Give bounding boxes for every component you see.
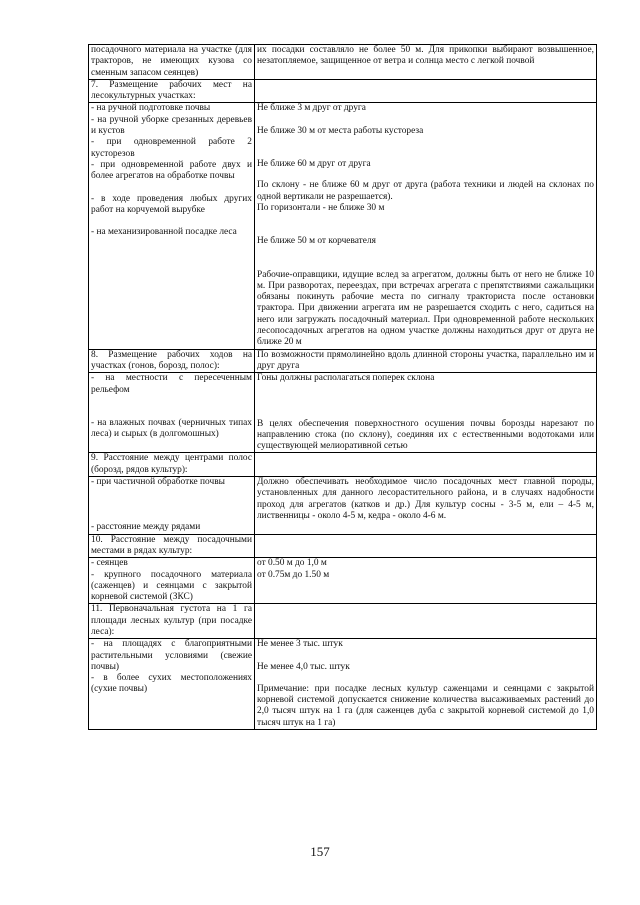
cell-text: Должно обеспечивать необходимое число посадочных мест главной породы, установленных для данного лесорастительного района, и в случаях надобности проход для агрегатов (катков и др.) Для культур сосны - 3-5 м, ели – 4-5 м, лиственницы - около 4-5 м, кедра - около 4-6 м. (257, 477, 594, 521)
cell-text: По возможности прямолинейно вдоль длинной стороны участка, параллельно им и друг друга (257, 349, 594, 371)
cell-text: - на ручной подготовке почвы (91, 103, 211, 114)
empty-cell (255, 604, 597, 639)
section-heading-cell (89, 453, 255, 477)
table-cell-label (89, 103, 255, 349)
table-row (89, 349, 597, 373)
table-cell-value (255, 103, 597, 349)
cell-text: Не ближе 50 м от корчевателя (257, 236, 376, 247)
cell-text: - на влажных почвах (черничных типах леса) и сырых (в долгомошных) (91, 417, 252, 440)
table-cell-value (255, 45, 597, 80)
table-cell-label (89, 639, 255, 730)
table-row (89, 558, 597, 604)
cell-text: - расстояние между рядами (91, 522, 201, 533)
table-cell-label (89, 477, 255, 535)
table-cell-value (255, 558, 597, 604)
section-heading-cell (89, 349, 255, 373)
table-cell-value (255, 349, 597, 373)
empty-cell (255, 534, 597, 558)
cell-text: Рабочие-оправщики, идущие вслед за агрегатом, должны быть от него не ближе 10 м. При разворотах, переездах, при встречах агрегата с препятствиями сажальщики обязаны покинуть рабочие места по сигналу тракториста после остановки трактора. При движении агрегата им не разрешается сходить с него, садиться на него или загружать посадочный материал. При одновременной работе нескольких лесопосадочных агрегатов на одном участке должны находиться друг от друга не ближе 20 м (257, 269, 594, 348)
cell-text: Не менее 3 тыс. штук (257, 639, 343, 650)
cell-text: Не ближе 3 м друг от друга (257, 103, 366, 114)
section-heading: 8. Размещение рабочих ходов на участках (гонов, борозд, полос): (91, 349, 252, 371)
cell-text: - на площадях с благоприятными растительными условиями (свежие почвы) (91, 639, 252, 672)
document-page (88, 44, 596, 730)
section-heading-cell (89, 604, 255, 639)
section-heading-cell (89, 79, 255, 103)
cell-text: Не менее 4,0 тыс. штук (257, 661, 350, 672)
instructions-table (88, 44, 597, 730)
page-number: 157 (310, 844, 330, 859)
table-row (89, 453, 597, 477)
cell-text: - на механизированной посадке леса (91, 227, 237, 238)
table-cell-value (255, 639, 597, 730)
cell-text: В целях обеспечения поверхностного осушения почвы борозды нарезают по направлению стока (по склону), соединяя их с естественными водотоками или существующей мелиоративной сетью (257, 418, 594, 452)
cell-text: - сеянцев (91, 558, 128, 569)
cell-text: Гоны должны располагаться поперек склона (257, 373, 435, 384)
cell-text: - крупного посадочного материала (саженцев) и сеянцами с закрытой корневой системой (ЗКС) (91, 569, 252, 603)
cell-text: посадочного материала на участке (для тракторов, не имеющих кузова со сменным запасом сеянцев) (91, 45, 252, 78)
cell-text: их посадки составляло не более 50 м. Для прикопки выбирают возвышенное, незатопляемое, защищенное от ветра и солнца место с легкой почвой (257, 45, 594, 67)
cell-text: Не ближе 60 м друг от друга (257, 159, 371, 170)
table-row (89, 103, 597, 349)
empty-cell (255, 79, 597, 103)
section-heading: 9. Расстояние между центрами полос (борозд, рядов культур): (91, 453, 252, 475)
table-row (89, 534, 597, 558)
cell-text: Примечание: при посадке лесных культур саженцами и сеянцами с закрытой корневой системой допускается снижение количества высаживаемых растений до 2,0 тысяч штук на 1 га (для саженцев дуба с закрытой корневой системой до 1,0 тысяч штук на 1 га) (257, 683, 594, 728)
cell-text: от 0.50 м до 1,0 м (257, 558, 327, 569)
table-row (89, 604, 597, 639)
empty-cell (255, 453, 597, 477)
table-cell-value (255, 477, 597, 535)
cell-text: - при одновременной работе 2 кусторезов (91, 137, 252, 159)
table-cell-label (89, 558, 255, 604)
table-cell-label (89, 373, 255, 453)
section-heading: 7. Размещение рабочих мест на лесокультурных участках: (91, 79, 252, 102)
cell-text: - при одновременной работе двух и более агрегатов на обработке почвы (91, 159, 252, 182)
cell-text: - в ходе проведения любых других работ на корчуемой вырубке (91, 193, 252, 215)
cell-text: от 0.75м до 1.50 м (257, 569, 330, 580)
section-heading: 10. Расстояние между посадочными местами в рядах культур: (91, 534, 252, 556)
table-row (89, 79, 597, 103)
cell-text: Не ближе 30 м от места работы кустореза (257, 125, 424, 136)
table-row (89, 639, 597, 730)
table-row (89, 477, 597, 535)
cell-text: - на ручной уборке срезанных деревьев и кустов (91, 114, 252, 137)
table-cell-value (255, 373, 597, 453)
table-row (89, 45, 597, 80)
cell-text: - в более сухих местоположениях (сухие почвы) (91, 673, 252, 695)
cell-text: - при частичной обработке почвы (91, 477, 225, 488)
table-row (89, 373, 597, 453)
cell-text: По склону - не ближе 60 м друг от друга (работа техники и людей на склонах по одной вертикали не разрешается). (257, 180, 594, 202)
section-heading: 11. Первоначальная густота на 1 га площади лесных культур (при посадке леса): (91, 604, 252, 637)
table-cell-label (89, 45, 255, 80)
cell-text: - на местности с пересеченным рельефом (91, 373, 252, 395)
cell-text: По горизонтали - не ближе 30 м (257, 202, 385, 213)
section-heading-cell (89, 534, 255, 558)
